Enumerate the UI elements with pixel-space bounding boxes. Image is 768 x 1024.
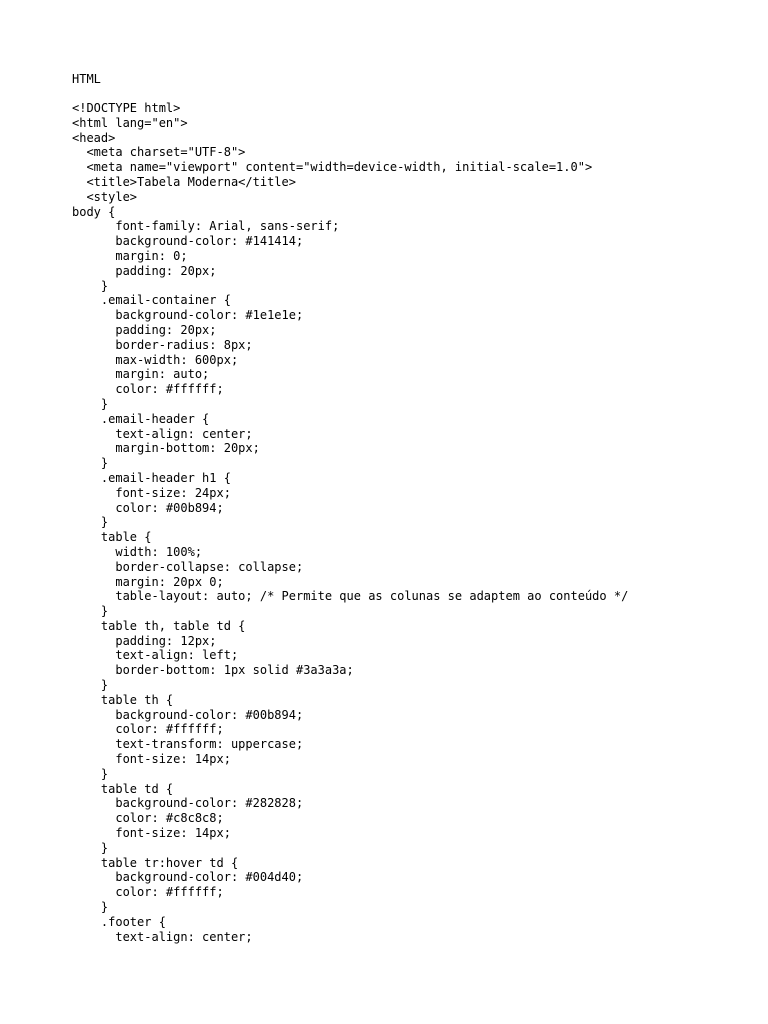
code-line: }: [72, 840, 109, 855]
code-line: text-align: center;: [72, 929, 253, 944]
code-line: font-family: Arial, sans-serif;: [72, 219, 340, 234]
code-line: }: [72, 456, 109, 471]
code-line: color: #ffffff;: [72, 885, 224, 900]
code-line: background-color: #141414;: [72, 234, 304, 249]
code-block: [72, 101, 628, 944]
code-line: color: #c8c8c8;: [72, 811, 224, 826]
code-line: margin: 0;: [72, 248, 188, 263]
code-line: padding: 20px;: [72, 322, 217, 337]
code-line: text-align: left;: [72, 648, 239, 663]
code-line: .email-container {: [72, 293, 231, 308]
code-line: table th {: [72, 692, 174, 707]
code-line: text-align: center;: [72, 426, 253, 441]
code-line: }: [72, 396, 109, 411]
code-line: table td {: [72, 781, 174, 796]
code-line: <head>: [72, 130, 116, 145]
code-line: body {: [72, 204, 116, 219]
code-line: color: #ffffff;: [72, 382, 224, 397]
code-line: .footer {: [72, 914, 166, 929]
code-line: background-color: #004d40;: [72, 870, 304, 885]
document-heading: HTML: [72, 72, 101, 86]
code-line: }: [72, 900, 109, 915]
code-line: color: #ffffff;: [72, 722, 224, 737]
code-line: margin: 20px 0;: [72, 574, 224, 589]
code-line: <title>Tabela Moderna</title>: [72, 174, 296, 189]
code-line: }: [72, 604, 109, 619]
code-line: .email-header h1 {: [72, 470, 231, 485]
code-line: border-bottom: 1px solid #3a3a3a;: [72, 663, 354, 678]
code-line: padding: 20px;: [72, 263, 217, 278]
code-line: <meta name="viewport" content="width=device-width, initial-scale=1.0">: [72, 160, 593, 175]
code-line: background-color: #1e1e1e;: [72, 308, 304, 323]
code-line: }: [72, 678, 109, 693]
code-line: <!DOCTYPE html>: [72, 101, 181, 115]
code-line: background-color: #282828;: [72, 796, 304, 811]
code-line: border-collapse: collapse;: [72, 559, 304, 574]
code-line: margin: auto;: [72, 367, 210, 382]
code-line: font-size: 14px;: [72, 752, 231, 767]
code-line: table-layout: auto; /* Permite que as colunas se adaptem ao conteúdo */: [72, 589, 629, 604]
code-line: table tr:hover td {: [72, 855, 239, 870]
code-line: <meta charset="UTF-8">: [72, 145, 246, 160]
code-line: font-size: 24px;: [72, 485, 231, 500]
code-line: width: 100%;: [72, 544, 203, 559]
code-line: }: [72, 515, 109, 530]
code-line: }: [72, 278, 109, 293]
code-line: padding: 12px;: [72, 633, 217, 648]
code-line: background-color: #00b894;: [72, 707, 304, 722]
code-line: max-width: 600px;: [72, 352, 239, 367]
code-line: border-radius: 8px;: [72, 337, 253, 352]
code-line: table th, table td {: [72, 618, 246, 633]
code-line: .email-header {: [72, 411, 210, 426]
code-line: margin-bottom: 20px;: [72, 441, 260, 456]
code-line: font-size: 14px;: [72, 826, 231, 841]
code-line: table {: [72, 530, 152, 545]
code-line: <style>: [72, 189, 138, 204]
code-line: text-transform: uppercase;: [72, 737, 304, 752]
code-line: }: [72, 766, 109, 781]
code-line: color: #00b894;: [72, 500, 224, 515]
code-line: <html lang="en">: [72, 115, 188, 130]
